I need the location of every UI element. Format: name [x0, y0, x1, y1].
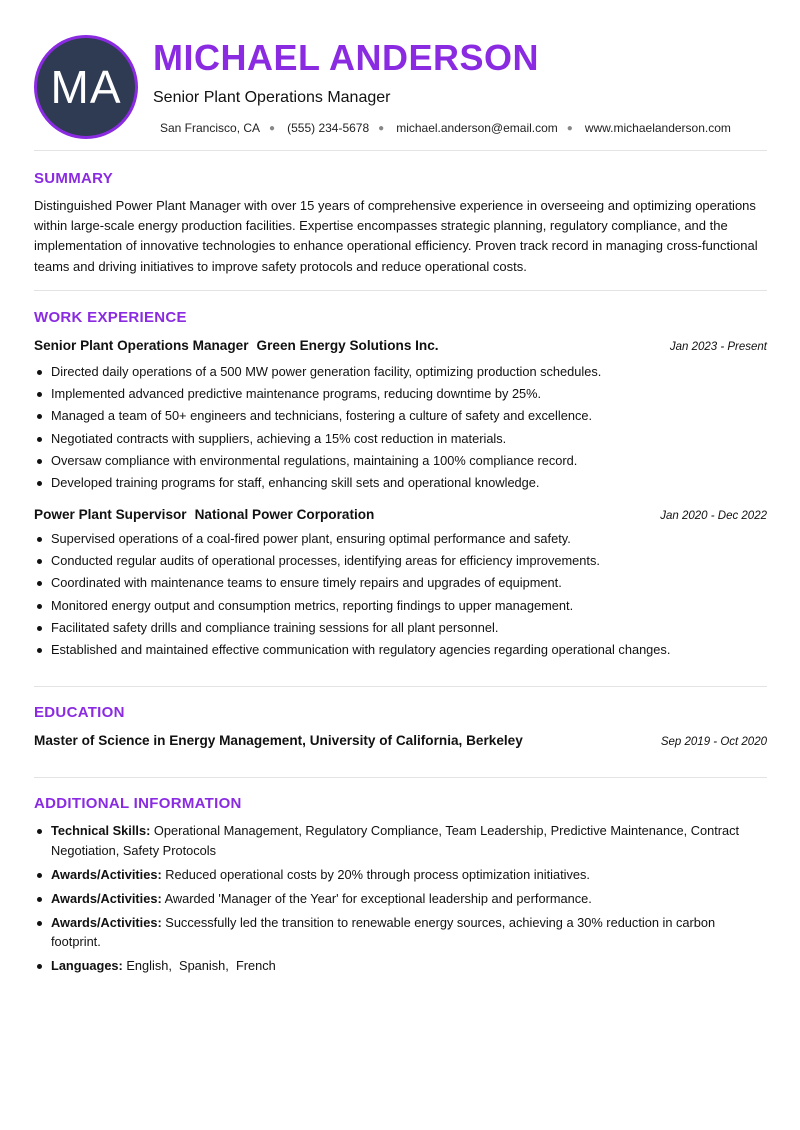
info-label: Awards/Activities: [51, 890, 162, 906]
contact-location: San Francisco, CA [160, 121, 261, 135]
list-item [34, 913, 767, 952]
list-item [34, 865, 767, 885]
list-item [34, 821, 767, 860]
contact-phone[interactable]: (555) 234-5678 [287, 121, 370, 135]
divider [34, 686, 767, 687]
education-entry [34, 733, 767, 748]
candidate-name: MICHAEL ANDERSON [153, 37, 540, 78]
education-heading: EDUCATION [34, 704, 125, 721]
list-item: Managed a team of 50+ engineers and technicians, fostering a culture of safety and excellence. [34, 405, 767, 427]
list-item: Monitored energy output and consumption metrics, reporting findings to upper management. [34, 595, 767, 617]
divider [34, 150, 767, 151]
education-degree: Master of Science in Energy Management, University of California, Berkeley [34, 733, 523, 748]
contact-bar [160, 121, 731, 135]
info-text: Successfully led the transition to renewable energy sources, achieving a 30% reduction in carbon footprint. [51, 914, 716, 949]
list-item: Coordinated with maintenance teams to ensure timely repairs and upgrades of equipment. [34, 572, 767, 594]
job-company: Green Energy Solutions Inc. [256, 338, 439, 353]
summary-text: Distinguished Power Plant Manager with over 15 years of comprehensive experience in overseeing and optimizing operations within large-scale energy production facilities. Expertise encompasses strategic planning, regulatory compliance, and the implementation of innovative technologies to enhance operational efficiency. Proven track record in managing cross-functional teams and driving initiatives to improve safety protocols and reduce operational costs. [34, 198, 758, 274]
work-experience-heading: WORK EXPERIENCE [34, 309, 187, 326]
info-text: Operational Management, Regulatory Compliance, Team Leadership, Predictive Maintenance, Contract Negotiation, Safety Protocols [51, 823, 740, 858]
info-text: English, Spanish, French [126, 958, 276, 973]
job-company: National Power Corporation [194, 507, 375, 522]
divider [34, 290, 767, 291]
list-item [34, 956, 767, 976]
list-item: Facilitated safety drills and compliance training sessions for all plant personnel. [34, 617, 767, 639]
separator-dot-icon: ● [269, 122, 276, 134]
contact-website[interactable]: www.michaelanderson.com [584, 121, 731, 135]
job-role: Senior Plant Operations Manager [34, 338, 249, 353]
contact-email[interactable]: michael.anderson@email.com [396, 121, 558, 135]
education-dates: Sep 2019 - Oct 2020 [660, 736, 767, 748]
list-item: Negotiated contracts with suppliers, achieving a 15% cost reduction in materials. [34, 428, 767, 450]
list-item: Established and maintained effective communication with regulatory agencies regarding operational changes. [34, 639, 767, 661]
summary-heading: SUMMARY [34, 170, 114, 187]
candidate-title: Senior Plant Operations Manager [153, 89, 391, 106]
info-label: Awards/Activities: [51, 866, 162, 882]
separator-dot-icon: ● [378, 122, 385, 134]
list-item: Oversaw compliance with environmental regulations, maintaining a 100% compliance record. [34, 450, 767, 472]
info-label: Awards/Activities: [51, 914, 162, 930]
additional-info-heading: ADDITIONAL INFORMATION [34, 795, 242, 812]
additional-info-list [34, 821, 767, 980]
list-item: Supervised operations of a coal-fired power plant, ensuring optimal performance and safety. [34, 528, 767, 550]
list-item [34, 889, 767, 909]
job-dates: Jan 2020 - Dec 2022 [660, 510, 767, 522]
divider [34, 777, 767, 778]
job-dates: Jan 2023 - Present [669, 341, 767, 353]
avatar [34, 35, 138, 139]
list-item: Conducted regular audits of operational processes, identifying areas for efficiency improvements. [34, 550, 767, 572]
job-bullets [34, 361, 767, 494]
list-item: Directed daily operations of a 500 MW power generation facility, optimizing production schedules. [34, 361, 767, 383]
info-text: Awarded 'Manager of the Year' for exceptional leadership and performance. [164, 890, 592, 906]
info-label: Languages: [51, 958, 123, 973]
info-label: Technical Skills: [51, 823, 151, 838]
job-header [34, 506, 767, 524]
list-item: Implemented advanced predictive maintenance programs, reducing downtime by 25%. [34, 383, 767, 405]
info-text: Reduced operational costs by 20% through process optimization initiatives. [165, 866, 590, 882]
list-item: Developed training programs for staff, enhancing skill sets and operational knowledge. [34, 472, 767, 494]
avatar-initials: MA [50, 61, 122, 113]
job-bullets [34, 528, 767, 661]
separator-dot-icon: ● [566, 122, 573, 134]
job-role: Power Plant Supervisor [34, 507, 187, 522]
job-header [34, 337, 767, 355]
